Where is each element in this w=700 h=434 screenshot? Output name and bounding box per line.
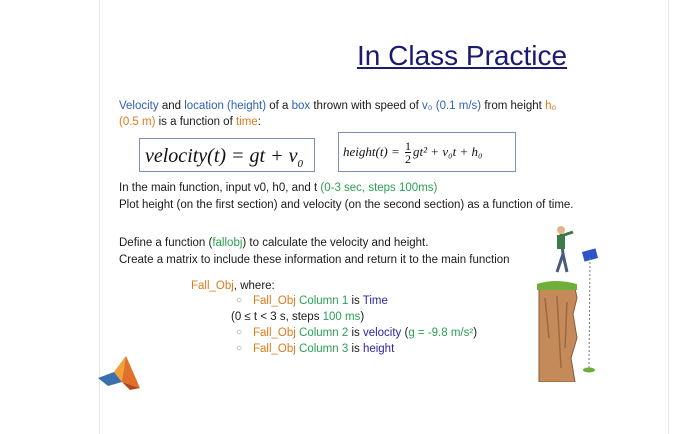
- fraction-numerator: 1: [405, 138, 412, 153]
- item3-column: Column 3: [295, 343, 352, 355]
- define-text-a: Define a function (: [119, 237, 213, 249]
- fall-obj-name: Fall_Obj: [191, 280, 234, 292]
- item3-height: height: [362, 343, 395, 355]
- item1-name: Fall_Obj: [253, 295, 296, 307]
- item1-note-step: 100 ms: [322, 311, 361, 323]
- intro-of-a: of a: [266, 100, 292, 112]
- intro-colon: :: [257, 116, 261, 128]
- item2-gravity: g = -9.8 m/s²: [408, 327, 474, 339]
- fall-obj-heading: [191, 279, 275, 294]
- height-equation-fraction: [405, 140, 411, 165]
- slide-title: In Class Practice: [357, 40, 568, 71]
- bullet-icon: ○: [236, 343, 243, 354]
- define-fallobj: fallobj: [212, 237, 243, 249]
- bullet-icon: ○: [236, 327, 243, 338]
- height-equation-rhs: gt² + v₀t + h₀: [413, 144, 483, 159]
- intro-from: from height: [481, 100, 546, 112]
- matlab-logo: [96, 352, 142, 392]
- height-equation: [338, 132, 516, 172]
- bullet-icon: ○: [236, 295, 243, 306]
- main-fn-line-2: Plot height (on the first section) and velocity (on the second section) as a function of time.: [119, 199, 574, 211]
- fall-obj-where: , where:: [233, 280, 275, 292]
- fall-obj-item-2: [253, 326, 477, 341]
- intro-time: time: [235, 116, 258, 128]
- intro-velocity: Velocity: [119, 100, 159, 112]
- intro-thrown: thrown with speed of: [310, 100, 423, 112]
- intro-v0: v₀ (0.1 m/s): [422, 100, 482, 112]
- height-equation-lhs: height(t) =: [343, 144, 404, 159]
- fraction-denominator: 2: [405, 151, 412, 166]
- fall-obj-item-1-note: [231, 310, 364, 325]
- velocity-equation: [139, 138, 315, 172]
- intro-line-2: [119, 115, 261, 130]
- intro-and: and: [158, 100, 185, 112]
- item2-paren-close: ): [473, 327, 478, 339]
- item2-velocity: velocity: [362, 327, 402, 339]
- item3-name: Fall_Obj: [253, 343, 296, 355]
- fall-obj-item-1: [253, 294, 388, 309]
- intro-is-function: is a function of: [155, 116, 236, 128]
- fall-obj-item-3: [253, 342, 394, 357]
- item2-paren-open: (: [401, 327, 409, 339]
- item1-time: Time: [362, 295, 388, 307]
- intro-h0: h₀: [545, 100, 557, 112]
- main-fn-range: (0-3 sec, steps 100ms): [320, 182, 438, 194]
- intro-box: box: [291, 100, 311, 112]
- main-fn-line-1: [119, 181, 437, 196]
- item1-column: Column 1: [295, 295, 352, 307]
- define-text-c: ) to calculate the velocity and height.: [242, 237, 429, 249]
- item2-is: is: [351, 327, 363, 339]
- item2-name: Fall_Obj: [253, 327, 296, 339]
- intro-location: location (height): [184, 100, 267, 112]
- velocity-equation-text: velocity(t) = gt + v: [145, 145, 298, 167]
- item1-note-c: ): [360, 311, 365, 323]
- item1-is: is: [351, 295, 363, 307]
- define-line-1: [119, 236, 428, 251]
- main-fn-text: In the main function, input v0, h0, and t: [119, 182, 321, 194]
- item1-note-a: (0 ≤ t < 3 s, steps: [231, 311, 323, 323]
- define-line-2: Create a matrix to include these information and return it to the main function: [119, 254, 510, 266]
- item3-is: is: [351, 343, 363, 355]
- cliff-throw-illustration: [535, 218, 607, 382]
- item2-column: Column 2: [295, 327, 352, 339]
- intro-line-1: [119, 99, 556, 114]
- intro-h0-value: (0.5 m): [119, 116, 156, 128]
- velocity-equation-subscript: 0: [297, 158, 303, 170]
